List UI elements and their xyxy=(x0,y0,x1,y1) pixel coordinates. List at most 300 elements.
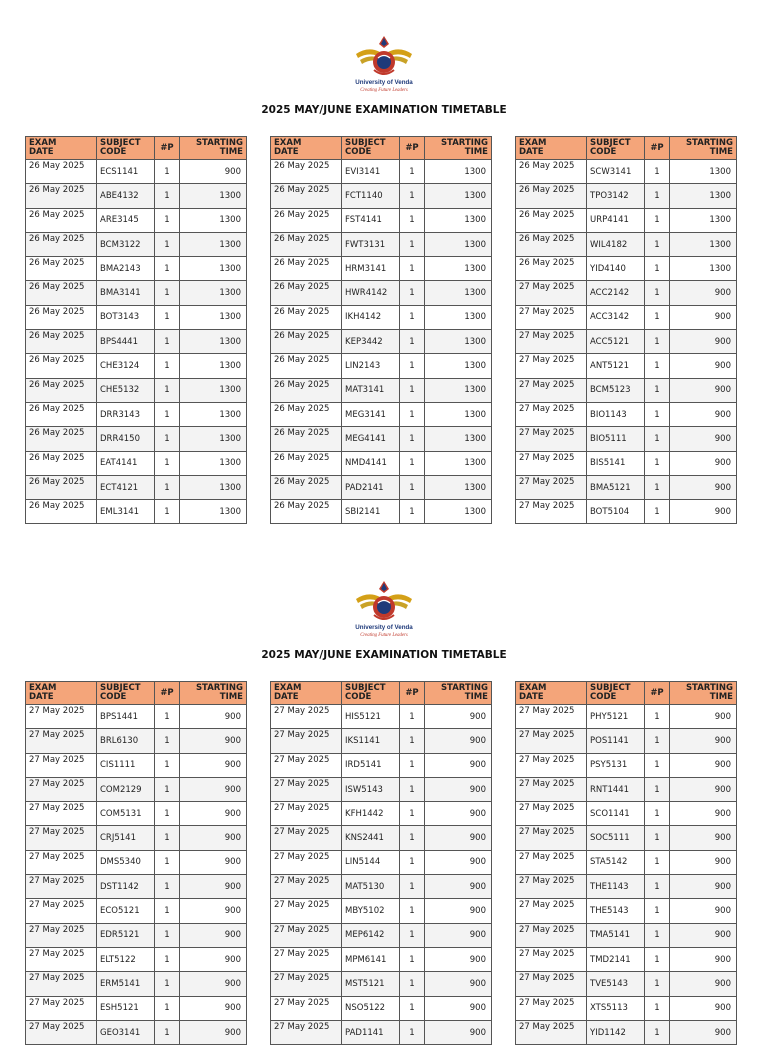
subject-code-cell: BIS5141 xyxy=(587,451,645,475)
starting-time-cell: 1300 xyxy=(670,257,737,281)
subject-code-cell: COM5131 xyxy=(97,802,155,826)
exam-date-cell: 27 May 2025 xyxy=(271,1020,342,1044)
table-row xyxy=(516,402,737,426)
timetable-table xyxy=(25,681,247,1045)
periods-cell: 1 xyxy=(155,208,180,232)
exam-date-cell: 26 May 2025 xyxy=(26,402,97,426)
starting-time-cell: 1300 xyxy=(180,378,247,402)
starting-time-cell: 1300 xyxy=(425,184,492,208)
column-header-subject-code: SUBJECT CODE xyxy=(97,682,155,705)
page-title: 2025 MAY/JUNE EXAMINATION TIMETABLE xyxy=(261,104,507,116)
starting-time-cell: 900 xyxy=(425,1020,492,1044)
starting-time-cell: 900 xyxy=(670,753,737,777)
exam-date-cell: 26 May 2025 xyxy=(271,281,342,305)
starting-time-cell: 1300 xyxy=(180,427,247,451)
starting-time-cell: 1300 xyxy=(670,208,737,232)
exam-date-cell: 27 May 2025 xyxy=(516,427,587,451)
periods-cell: 1 xyxy=(645,184,670,208)
subject-code-cell: BRL6130 xyxy=(97,729,155,753)
table-row xyxy=(26,451,247,475)
table-row xyxy=(516,330,737,354)
subject-code-cell: EAT4141 xyxy=(97,451,155,475)
starting-time-cell: 900 xyxy=(425,850,492,874)
header-row xyxy=(271,682,492,705)
starting-time-cell: 900 xyxy=(670,402,737,426)
starting-time-cell: 900 xyxy=(425,947,492,971)
periods-cell: 1 xyxy=(645,451,670,475)
column-header-exam-date: EXAM DATE xyxy=(516,682,587,705)
periods-cell: 1 xyxy=(155,281,180,305)
periods-cell: 1 xyxy=(400,208,425,232)
starting-time-cell: 900 xyxy=(180,705,247,729)
periods-cell: 1 xyxy=(645,281,670,305)
subject-code-cell: MEP6142 xyxy=(342,923,400,947)
table-row xyxy=(271,354,492,378)
table-row xyxy=(271,160,492,184)
periods-cell: 1 xyxy=(400,753,425,777)
column-header-periods: #P xyxy=(155,137,180,160)
table-body xyxy=(516,160,737,524)
table-row xyxy=(271,451,492,475)
starting-time-cell: 900 xyxy=(425,996,492,1020)
header-row xyxy=(516,137,737,160)
periods-cell: 1 xyxy=(645,427,670,451)
starting-time-cell: 1300 xyxy=(180,208,247,232)
periods-cell: 1 xyxy=(400,330,425,354)
periods-cell: 1 xyxy=(155,232,180,256)
subject-code-cell: CHE5132 xyxy=(97,378,155,402)
periods-cell: 1 xyxy=(400,305,425,329)
periods-cell: 1 xyxy=(155,427,180,451)
table-row xyxy=(26,402,247,426)
starting-time-cell: 900 xyxy=(670,875,737,899)
table-row xyxy=(271,184,492,208)
table-row xyxy=(516,232,737,256)
exam-date-cell: 27 May 2025 xyxy=(516,451,587,475)
table-row xyxy=(26,875,247,899)
subject-code-cell: TVE5143 xyxy=(587,972,645,996)
logo-tagline: Creating Future Leaders xyxy=(360,633,408,638)
column-header-exam-date: EXAM DATE xyxy=(271,137,342,160)
subject-code-cell: TPO3142 xyxy=(587,184,645,208)
starting-time-cell: 900 xyxy=(670,802,737,826)
timetable-table xyxy=(515,136,737,524)
subject-code-cell: HIS5121 xyxy=(342,705,400,729)
starting-time-cell: 1300 xyxy=(425,402,492,426)
subject-code-cell: MBY5102 xyxy=(342,899,400,923)
exam-date-cell: 27 May 2025 xyxy=(26,875,97,899)
periods-cell: 1 xyxy=(155,354,180,378)
periods-cell: 1 xyxy=(155,777,180,801)
periods-cell: 1 xyxy=(645,875,670,899)
starting-time-cell: 1300 xyxy=(670,160,737,184)
periods-cell: 1 xyxy=(645,972,670,996)
periods-cell: 1 xyxy=(645,705,670,729)
table-row xyxy=(516,875,737,899)
subject-code-cell: ECS1141 xyxy=(97,160,155,184)
table-header xyxy=(271,137,492,160)
table-row xyxy=(26,1020,247,1044)
starting-time-cell: 900 xyxy=(670,500,737,524)
subject-code-cell: BIO1143 xyxy=(587,402,645,426)
starting-time-cell: 1300 xyxy=(180,402,247,426)
subject-code-cell: DRR4150 xyxy=(97,427,155,451)
periods-cell: 1 xyxy=(400,475,425,499)
starting-time-cell: 1300 xyxy=(670,232,737,256)
subject-code-cell: PAD2141 xyxy=(342,475,400,499)
subject-code-cell: BPS4441 xyxy=(97,330,155,354)
university-logo xyxy=(334,32,434,94)
periods-cell: 1 xyxy=(400,281,425,305)
table-row xyxy=(516,923,737,947)
table-row xyxy=(26,427,247,451)
periods-cell: 1 xyxy=(400,777,425,801)
exam-date-cell: 26 May 2025 xyxy=(26,208,97,232)
exam-date-cell: 27 May 2025 xyxy=(516,354,587,378)
periods-cell: 1 xyxy=(400,1020,425,1044)
table-row xyxy=(26,330,247,354)
exam-date-cell: 27 May 2025 xyxy=(271,972,342,996)
starting-time-cell: 900 xyxy=(180,160,247,184)
periods-cell: 1 xyxy=(400,705,425,729)
table-row xyxy=(271,705,492,729)
periods-cell: 1 xyxy=(645,753,670,777)
starting-time-cell: 1300 xyxy=(425,451,492,475)
starting-time-cell: 900 xyxy=(425,777,492,801)
exam-date-cell: 27 May 2025 xyxy=(271,996,342,1020)
exam-date-cell: 26 May 2025 xyxy=(26,281,97,305)
subject-code-cell: ELT5122 xyxy=(97,947,155,971)
table-row xyxy=(26,184,247,208)
table-header xyxy=(516,682,737,705)
table-row xyxy=(271,500,492,524)
table-row xyxy=(26,923,247,947)
exam-date-cell: 26 May 2025 xyxy=(516,208,587,232)
starting-time-cell: 900 xyxy=(180,729,247,753)
starting-time-cell: 900 xyxy=(180,753,247,777)
subject-code-cell: MAT3141 xyxy=(342,378,400,402)
periods-cell: 1 xyxy=(645,947,670,971)
header-row xyxy=(271,137,492,160)
starting-time-cell: 900 xyxy=(425,729,492,753)
periods-cell: 1 xyxy=(400,729,425,753)
starting-time-cell: 900 xyxy=(670,996,737,1020)
starting-time-cell: 900 xyxy=(425,899,492,923)
subject-code-cell: BIO5111 xyxy=(587,427,645,451)
table-row xyxy=(26,232,247,256)
periods-cell: 1 xyxy=(155,850,180,874)
starting-time-cell: 900 xyxy=(425,802,492,826)
starting-time-cell: 900 xyxy=(180,947,247,971)
subject-code-cell: SBI2141 xyxy=(342,500,400,524)
exam-date-cell: 27 May 2025 xyxy=(26,972,97,996)
table-row xyxy=(271,850,492,874)
starting-time-cell: 900 xyxy=(670,427,737,451)
subject-code-cell: ERM5141 xyxy=(97,972,155,996)
subject-code-cell: LIN5144 xyxy=(342,850,400,874)
table-row xyxy=(516,826,737,850)
periods-cell: 1 xyxy=(400,850,425,874)
subject-code-cell: CHE3124 xyxy=(97,354,155,378)
column-header-subject-code: SUBJECT CODE xyxy=(587,137,645,160)
table-row xyxy=(516,705,737,729)
starting-time-cell: 900 xyxy=(425,705,492,729)
subject-code-cell: BCM5123 xyxy=(587,378,645,402)
subject-code-cell: TMD2141 xyxy=(587,947,645,971)
subject-code-cell: BCM3122 xyxy=(97,232,155,256)
starting-time-cell: 900 xyxy=(180,923,247,947)
periods-cell: 1 xyxy=(645,996,670,1020)
periods-cell: 1 xyxy=(645,208,670,232)
subject-code-cell: ABE4132 xyxy=(97,184,155,208)
table-row xyxy=(271,257,492,281)
exam-date-cell: 27 May 2025 xyxy=(271,802,342,826)
table-row xyxy=(271,753,492,777)
periods-cell: 1 xyxy=(400,947,425,971)
subject-code-cell: MEG3141 xyxy=(342,402,400,426)
exam-date-cell: 27 May 2025 xyxy=(516,947,587,971)
table-row xyxy=(516,475,737,499)
subject-code-cell: PSY5131 xyxy=(587,753,645,777)
table-row xyxy=(26,777,247,801)
column-header-subject-code: SUBJECT CODE xyxy=(97,137,155,160)
starting-time-cell: 1300 xyxy=(425,208,492,232)
starting-time-cell: 900 xyxy=(180,826,247,850)
periods-cell: 1 xyxy=(645,402,670,426)
periods-cell: 1 xyxy=(400,802,425,826)
column-header-subject-code: SUBJECT CODE xyxy=(342,682,400,705)
periods-cell: 1 xyxy=(400,875,425,899)
exam-date-cell: 27 May 2025 xyxy=(516,500,587,524)
starting-time-cell: 1300 xyxy=(180,475,247,499)
subject-code-cell: FCT1140 xyxy=(342,184,400,208)
exam-date-cell: 26 May 2025 xyxy=(271,160,342,184)
exam-date-cell: 27 May 2025 xyxy=(516,281,587,305)
starting-time-cell: 900 xyxy=(425,972,492,996)
periods-cell: 1 xyxy=(155,729,180,753)
exam-date-cell: 26 May 2025 xyxy=(26,475,97,499)
exam-date-cell: 26 May 2025 xyxy=(26,257,97,281)
exam-date-cell: 26 May 2025 xyxy=(271,451,342,475)
table-row xyxy=(26,753,247,777)
column-header-subject-code: SUBJECT CODE xyxy=(342,137,400,160)
subject-code-cell: YID4140 xyxy=(587,257,645,281)
exam-date-cell: 26 May 2025 xyxy=(271,378,342,402)
exam-date-cell: 26 May 2025 xyxy=(516,184,587,208)
periods-cell: 1 xyxy=(645,826,670,850)
periods-cell: 1 xyxy=(645,378,670,402)
periods-cell: 1 xyxy=(400,232,425,256)
table-body xyxy=(271,705,492,1045)
starting-time-cell: 900 xyxy=(670,705,737,729)
table-row xyxy=(26,354,247,378)
starting-time-cell: 900 xyxy=(670,1020,737,1044)
subject-code-cell: DRR3143 xyxy=(97,402,155,426)
document-page xyxy=(0,0,768,517)
starting-time-cell: 900 xyxy=(180,850,247,874)
periods-cell: 1 xyxy=(400,923,425,947)
table-row xyxy=(26,378,247,402)
exam-date-cell: 27 May 2025 xyxy=(516,753,587,777)
periods-cell: 1 xyxy=(645,354,670,378)
table-row xyxy=(516,305,737,329)
subject-code-cell: SCO1141 xyxy=(587,802,645,826)
exam-date-cell: 27 May 2025 xyxy=(26,947,97,971)
subject-code-cell: EML3141 xyxy=(97,500,155,524)
periods-cell: 1 xyxy=(155,753,180,777)
table-row xyxy=(26,947,247,971)
starting-time-cell: 900 xyxy=(670,475,737,499)
exam-date-cell: 27 May 2025 xyxy=(271,923,342,947)
subject-code-cell: URP4141 xyxy=(587,208,645,232)
table-row xyxy=(271,330,492,354)
table-row xyxy=(516,378,737,402)
exam-date-cell: 27 May 2025 xyxy=(26,753,97,777)
exam-date-cell: 26 May 2025 xyxy=(26,427,97,451)
periods-cell: 1 xyxy=(400,826,425,850)
subject-code-cell: KFH1442 xyxy=(342,802,400,826)
exam-date-cell: 26 May 2025 xyxy=(516,257,587,281)
table-row xyxy=(516,257,737,281)
exam-date-cell: 27 May 2025 xyxy=(516,378,587,402)
table-row xyxy=(271,378,492,402)
page-title: 2025 MAY/JUNE EXAMINATION TIMETABLE xyxy=(261,649,507,661)
subject-code-cell: KNS2441 xyxy=(342,826,400,850)
crest-icon xyxy=(356,581,412,619)
periods-cell: 1 xyxy=(645,160,670,184)
column-header-subject-code: SUBJECT CODE xyxy=(587,682,645,705)
subject-code-cell: BMA5121 xyxy=(587,475,645,499)
exam-date-cell: 26 May 2025 xyxy=(271,184,342,208)
subject-code-cell: ESH5121 xyxy=(97,996,155,1020)
starting-time-cell: 900 xyxy=(670,899,737,923)
periods-cell: 1 xyxy=(645,330,670,354)
exam-date-cell: 27 May 2025 xyxy=(516,1020,587,1044)
periods-cell: 1 xyxy=(400,427,425,451)
starting-time-cell: 1300 xyxy=(425,427,492,451)
starting-time-cell: 1300 xyxy=(180,281,247,305)
periods-cell: 1 xyxy=(155,972,180,996)
subject-code-cell: FWT3131 xyxy=(342,232,400,256)
starting-time-cell: 900 xyxy=(180,875,247,899)
starting-time-cell: 900 xyxy=(670,729,737,753)
subject-code-cell: BPS1441 xyxy=(97,705,155,729)
table-row xyxy=(271,875,492,899)
starting-time-cell: 900 xyxy=(670,850,737,874)
subject-code-cell: RNT1441 xyxy=(587,777,645,801)
starting-time-cell: 900 xyxy=(670,451,737,475)
starting-time-cell: 1300 xyxy=(670,184,737,208)
table-row xyxy=(26,996,247,1020)
starting-time-cell: 900 xyxy=(180,972,247,996)
exam-date-cell: 27 May 2025 xyxy=(26,899,97,923)
exam-date-cell: 27 May 2025 xyxy=(271,777,342,801)
exam-date-cell: 26 May 2025 xyxy=(271,402,342,426)
timetable-table xyxy=(270,136,492,524)
table-row xyxy=(516,996,737,1020)
starting-time-cell: 1300 xyxy=(425,330,492,354)
periods-cell: 1 xyxy=(645,475,670,499)
starting-time-cell: 900 xyxy=(425,753,492,777)
periods-cell: 1 xyxy=(155,475,180,499)
subject-code-cell: DMS5340 xyxy=(97,850,155,874)
periods-cell: 1 xyxy=(645,850,670,874)
table-row xyxy=(271,305,492,329)
periods-cell: 1 xyxy=(400,184,425,208)
exam-date-cell: 27 May 2025 xyxy=(26,850,97,874)
column-header-exam-date: EXAM DATE xyxy=(26,137,97,160)
exam-date-cell: 27 May 2025 xyxy=(271,826,342,850)
exam-date-cell: 26 May 2025 xyxy=(271,257,342,281)
column-header-starting-time: STARTING TIME xyxy=(425,682,492,705)
subject-code-cell: ECT4121 xyxy=(97,475,155,499)
subject-code-cell: BMA3141 xyxy=(97,281,155,305)
table-row xyxy=(26,160,247,184)
exam-date-cell: 26 May 2025 xyxy=(26,451,97,475)
periods-cell: 1 xyxy=(155,378,180,402)
subject-code-cell: SCW3141 xyxy=(587,160,645,184)
document-page xyxy=(0,545,768,1038)
table-row xyxy=(26,257,247,281)
periods-cell: 1 xyxy=(155,330,180,354)
exam-date-cell: 27 May 2025 xyxy=(271,729,342,753)
periods-cell: 1 xyxy=(645,802,670,826)
table-row xyxy=(271,996,492,1020)
table-row xyxy=(271,402,492,426)
subject-code-cell: ACC5121 xyxy=(587,330,645,354)
table-row xyxy=(26,826,247,850)
subject-code-cell: TMA5141 xyxy=(587,923,645,947)
exam-date-cell: 26 May 2025 xyxy=(26,160,97,184)
periods-cell: 1 xyxy=(155,160,180,184)
table-row xyxy=(516,972,737,996)
starting-time-cell: 900 xyxy=(425,923,492,947)
starting-time-cell: 900 xyxy=(670,354,737,378)
table-row xyxy=(271,232,492,256)
exam-date-cell: 27 May 2025 xyxy=(271,705,342,729)
exam-date-cell: 27 May 2025 xyxy=(516,402,587,426)
starting-time-cell: 1300 xyxy=(425,232,492,256)
table-row xyxy=(271,475,492,499)
starting-time-cell: 1300 xyxy=(425,160,492,184)
exam-date-cell: 27 May 2025 xyxy=(271,899,342,923)
table-body xyxy=(516,705,737,1045)
periods-cell: 1 xyxy=(645,1020,670,1044)
subject-code-cell: MAT5130 xyxy=(342,875,400,899)
header-row xyxy=(516,682,737,705)
table-row xyxy=(516,281,737,305)
table-row xyxy=(516,899,737,923)
subject-code-cell: FST4141 xyxy=(342,208,400,232)
exam-date-cell: 26 May 2025 xyxy=(26,184,97,208)
exam-date-cell: 27 May 2025 xyxy=(516,875,587,899)
table-header xyxy=(271,682,492,705)
periods-cell: 1 xyxy=(400,996,425,1020)
periods-cell: 1 xyxy=(155,451,180,475)
table-row xyxy=(516,354,737,378)
starting-time-cell: 1300 xyxy=(425,475,492,499)
exam-date-cell: 27 May 2025 xyxy=(516,305,587,329)
starting-time-cell: 900 xyxy=(180,802,247,826)
periods-cell: 1 xyxy=(645,729,670,753)
periods-cell: 1 xyxy=(645,899,670,923)
table-row xyxy=(26,972,247,996)
periods-cell: 1 xyxy=(155,257,180,281)
subject-code-cell: STA5142 xyxy=(587,850,645,874)
exam-date-cell: 26 May 2025 xyxy=(271,232,342,256)
starting-time-cell: 1300 xyxy=(425,281,492,305)
exam-date-cell: 27 May 2025 xyxy=(26,923,97,947)
